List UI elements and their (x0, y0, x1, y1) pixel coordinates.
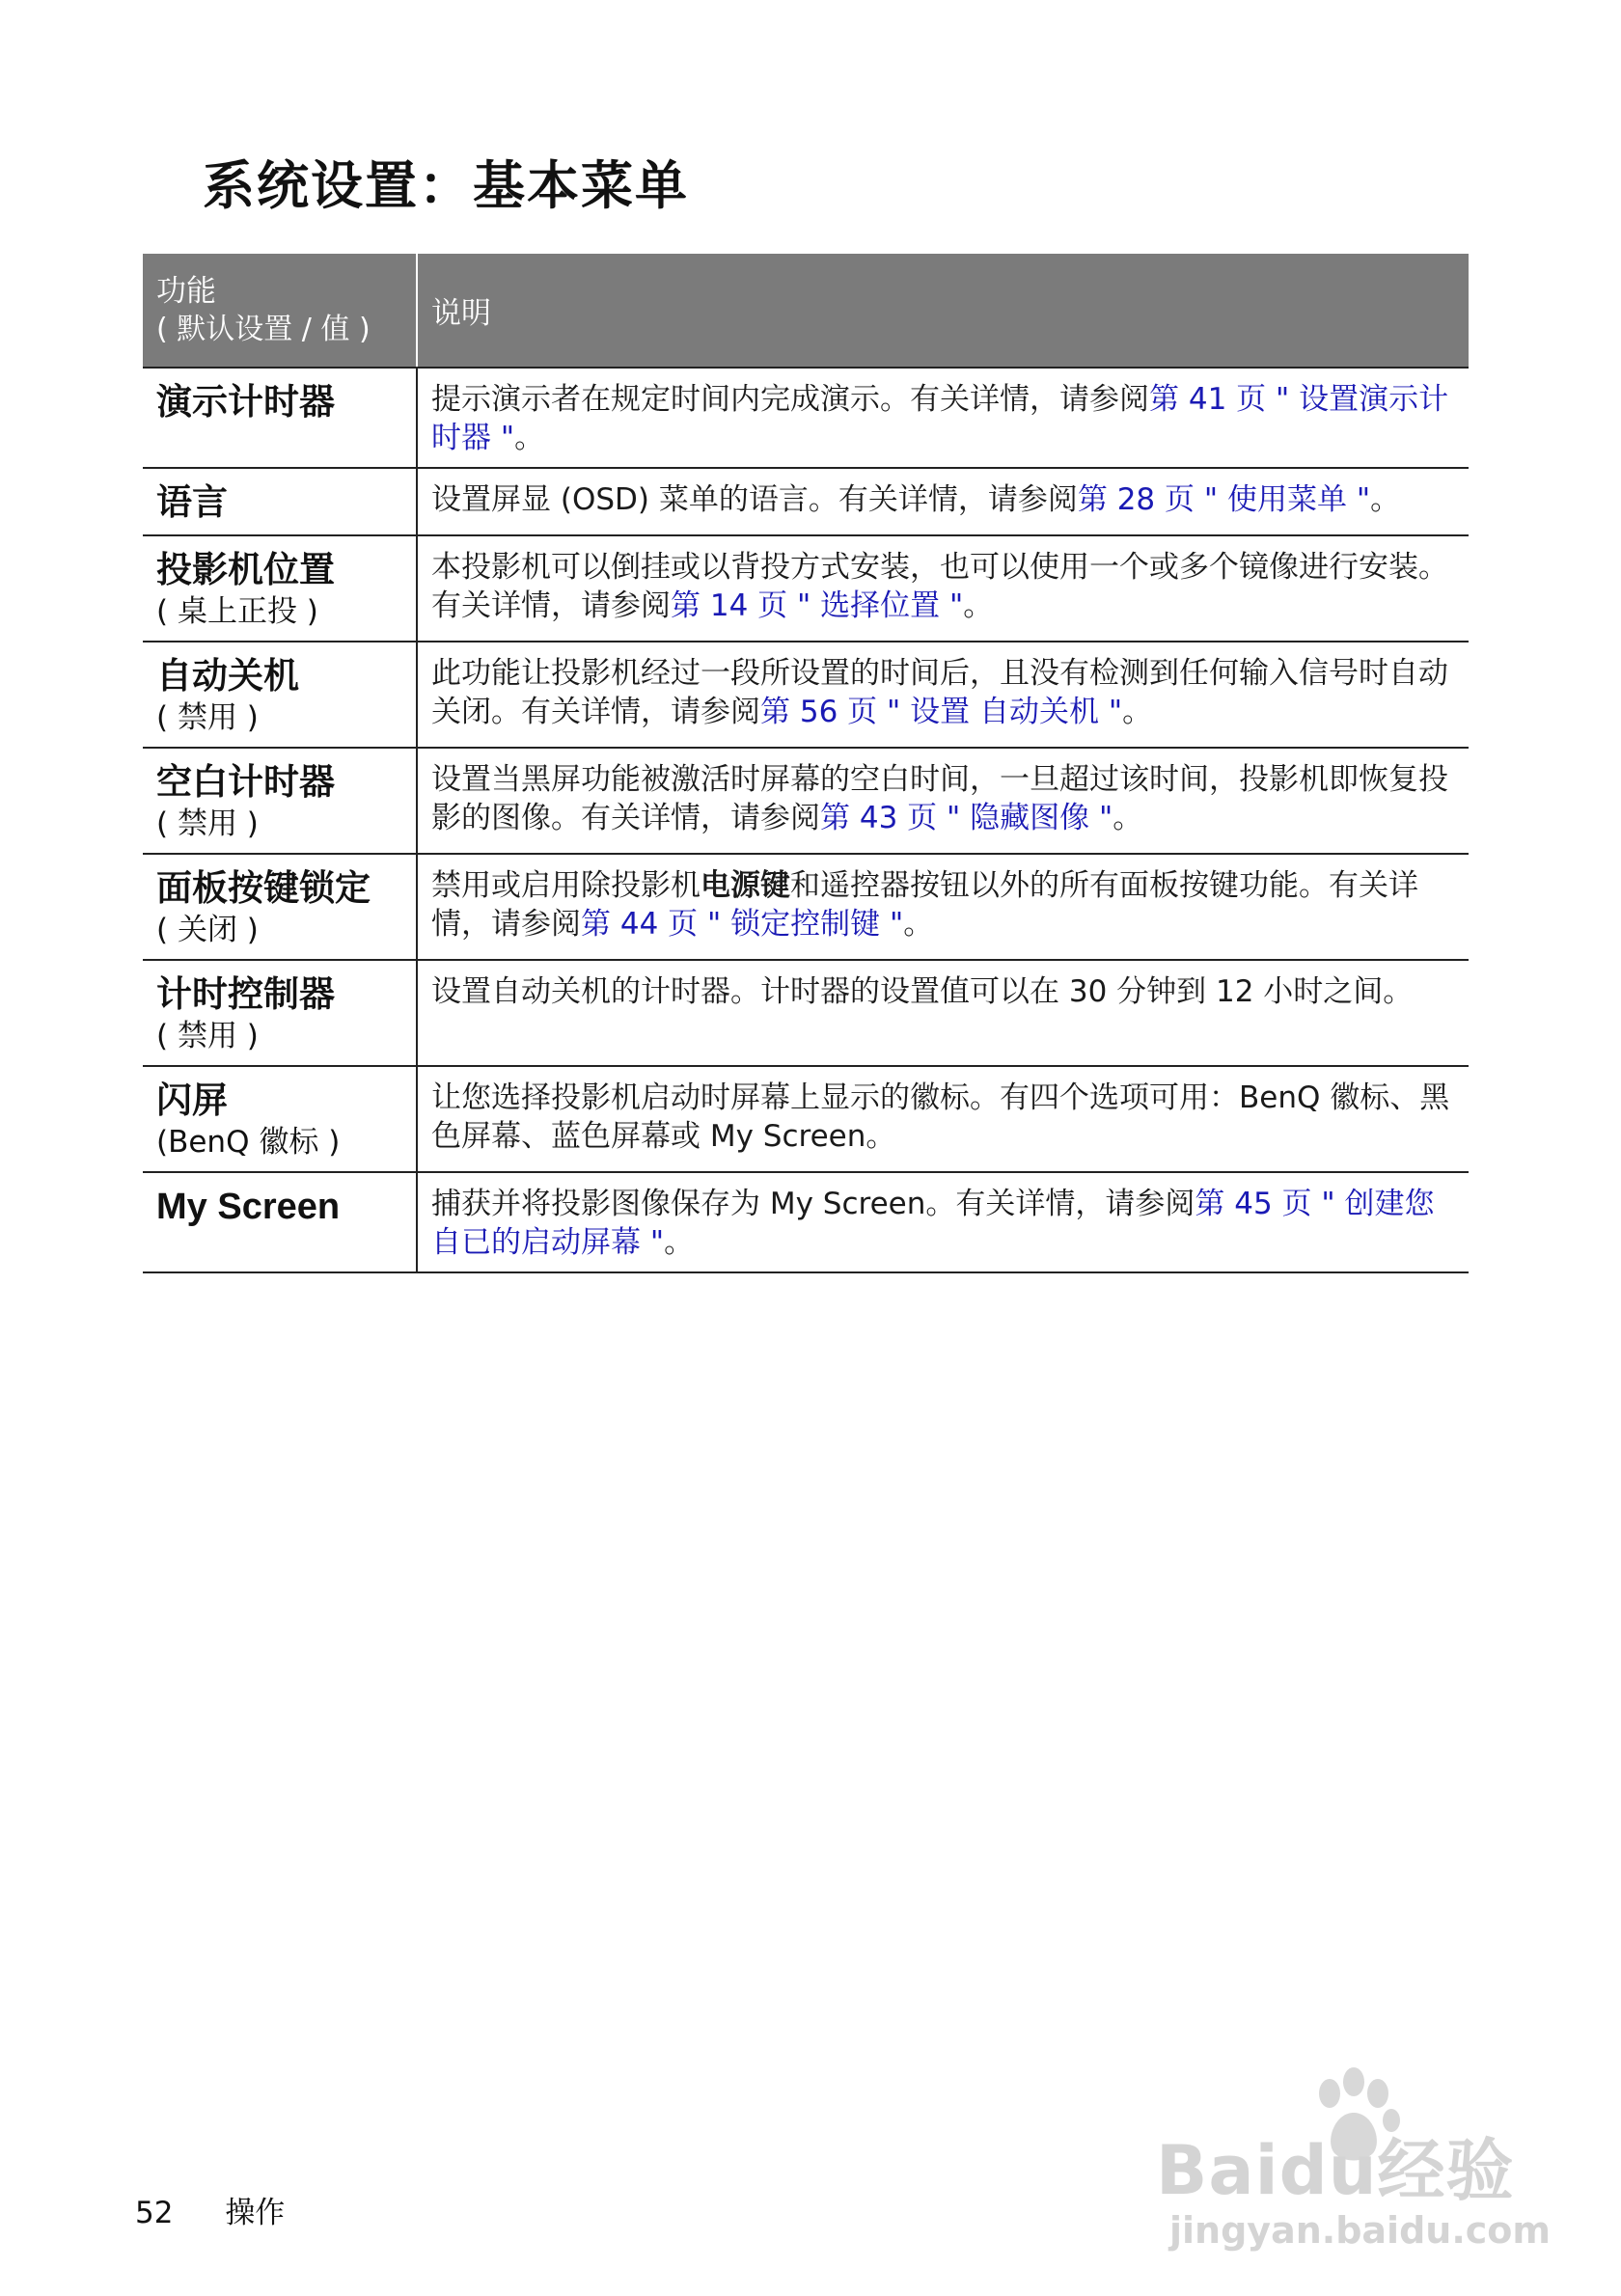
watermark-url: jingyan.baidu.com (1169, 2209, 1551, 2252)
page-number: 52 (135, 2196, 174, 2230)
page-reference-link[interactable]: 第 41 页 " 设置演示计时器 " (431, 382, 1449, 455)
function-default: ( 禁用 ) (156, 1019, 259, 1053)
menu-table (143, 254, 1469, 1273)
function-default: ( 禁用 ) (156, 806, 259, 841)
header-function-label: 功能 (156, 273, 216, 309)
function-cell (143, 960, 417, 1066)
table-row (143, 1066, 1469, 1172)
description-segment: 捕获并将投影图像保存为 My Screen。有关详情，请参阅 (431, 1187, 1195, 1221)
header-function (143, 254, 417, 368)
description-cell (417, 1172, 1469, 1272)
description-text (431, 480, 1455, 519)
function-cell (143, 642, 417, 748)
function-name: 投影机位置 (156, 549, 335, 590)
description-segment: 本投影机可以倒挂或以背投方式安装，也可以使用一个或多个镜像进行安装。有关详情，请参阅 (431, 550, 1448, 623)
function-default: ( 桌上正投 ) (156, 594, 318, 629)
description-text (431, 548, 1455, 625)
page-reference-link[interactable]: 第 45 页 " 创建您自已的启动屏幕 " (431, 1187, 1435, 1260)
description-segment: 设置当黑屏功能被激活时屏幕的空白时间，一旦超过该时间，投影机即恢复投影的图像。有关详情，请参阅 (431, 762, 1448, 835)
table-row (143, 748, 1469, 854)
function-cell (143, 468, 417, 535)
function-cell (143, 748, 417, 854)
description-text (431, 1079, 1455, 1156)
description-segment: 设置屏显 (OSD) 菜单的语言。有关详情，请参阅 (431, 482, 1078, 517)
watermark-brand: Baidu经验 (1156, 2131, 1515, 2210)
function-name: 空白计时器 (156, 761, 335, 803)
function-name: My Screen (156, 1187, 341, 1227)
header-description (417, 254, 1469, 368)
description-cell (417, 368, 1469, 468)
page-reference-link[interactable]: 第 14 页 " 选择位置 " (671, 588, 964, 623)
page-reference-link[interactable]: 第 28 页 " 使用菜单 " (1077, 482, 1371, 517)
description-segment: 和遥控器按钮以外的所有面板按键功能。有关详情，请参阅 (431, 868, 1418, 942)
description-segment: 禁用或启用除投影机 (431, 868, 701, 903)
function-cell (143, 535, 417, 642)
function-cell (143, 368, 417, 468)
description-cell (417, 854, 1469, 960)
description-cell (417, 468, 1469, 535)
function-cell (143, 854, 417, 960)
table-row (143, 960, 1469, 1066)
page-reference-link[interactable]: 第 44 页 " 锁定控制键 " (581, 907, 904, 942)
description-segment: 。 (1122, 695, 1153, 729)
description-cell (417, 535, 1469, 642)
description-segment: 。 (963, 588, 994, 623)
function-name: 语言 (156, 481, 228, 523)
bold-term: 电源键 (701, 868, 790, 903)
table-row (143, 854, 1469, 960)
function-name: 计时控制器 (156, 973, 335, 1015)
function-default: (BenQ 徽标 ) (156, 1125, 341, 1160)
function-name: 闪屏 (156, 1080, 228, 1121)
page-footer (135, 2188, 285, 2231)
page-title: 系统设置：基本菜单 (203, 155, 689, 216)
footer-section: 操作 (225, 2196, 286, 2230)
description-segment: 提示演示者在规定时间内完成演示。有关详情，请参阅 (431, 382, 1149, 417)
description-text (431, 1185, 1455, 1262)
function-cell (143, 1066, 417, 1172)
description-segment: 设置自动关机的计时器。计时器的设置值可以在 30 分钟到 12 小时之间。 (431, 974, 1414, 1009)
description-text (431, 380, 1455, 457)
description-text (431, 760, 1455, 837)
description-segment: 。 (1370, 482, 1401, 517)
description-cell (417, 960, 1469, 1066)
function-default: ( 禁用 ) (156, 700, 259, 735)
description-segment: 。 (903, 907, 934, 942)
description-text (431, 972, 1455, 1011)
description-segment: 让您选择投影机启动时屏幕上显示的徽标。有四个选项可用：BenQ 徽标、黑色屏幕、蓝色屏幕或 My Screen。 (431, 1080, 1450, 1154)
table-row (143, 368, 1469, 468)
table-row (143, 468, 1469, 535)
function-default: ( 关闭 ) (156, 913, 259, 947)
table-body (143, 368, 1469, 1272)
function-name: 面板按键锁定 (156, 867, 371, 909)
description-cell (417, 1066, 1469, 1172)
function-name: 自动关机 (156, 655, 299, 697)
header-default-label: ( 默认设置 / 值 ) (156, 312, 371, 346)
table-row (143, 535, 1469, 642)
header-description-label: 说明 (431, 296, 491, 331)
page-reference-link[interactable]: 第 56 页 " 设置 自动关机 " (760, 695, 1123, 729)
description-segment: 此功能让投影机经过一段所设置的时间后，且没有检测到任何输入信号时自动关闭。有关详情，请参阅 (431, 656, 1448, 729)
table-row (143, 1172, 1469, 1272)
description-segment: 。 (1113, 801, 1143, 835)
baidu-watermark (1156, 2064, 1551, 2257)
function-cell (143, 1172, 417, 1272)
page-reference-link[interactable]: 第 43 页 " 隐藏图像 " (820, 801, 1113, 835)
function-name: 演示计时器 (156, 381, 335, 423)
table-header-row (143, 254, 1469, 368)
description-cell (417, 748, 1469, 854)
description-text (431, 866, 1455, 943)
description-cell (417, 642, 1469, 748)
description-text (431, 654, 1455, 731)
description-segment: 。 (514, 421, 545, 455)
description-segment: 。 (664, 1225, 695, 1260)
table-row (143, 642, 1469, 748)
